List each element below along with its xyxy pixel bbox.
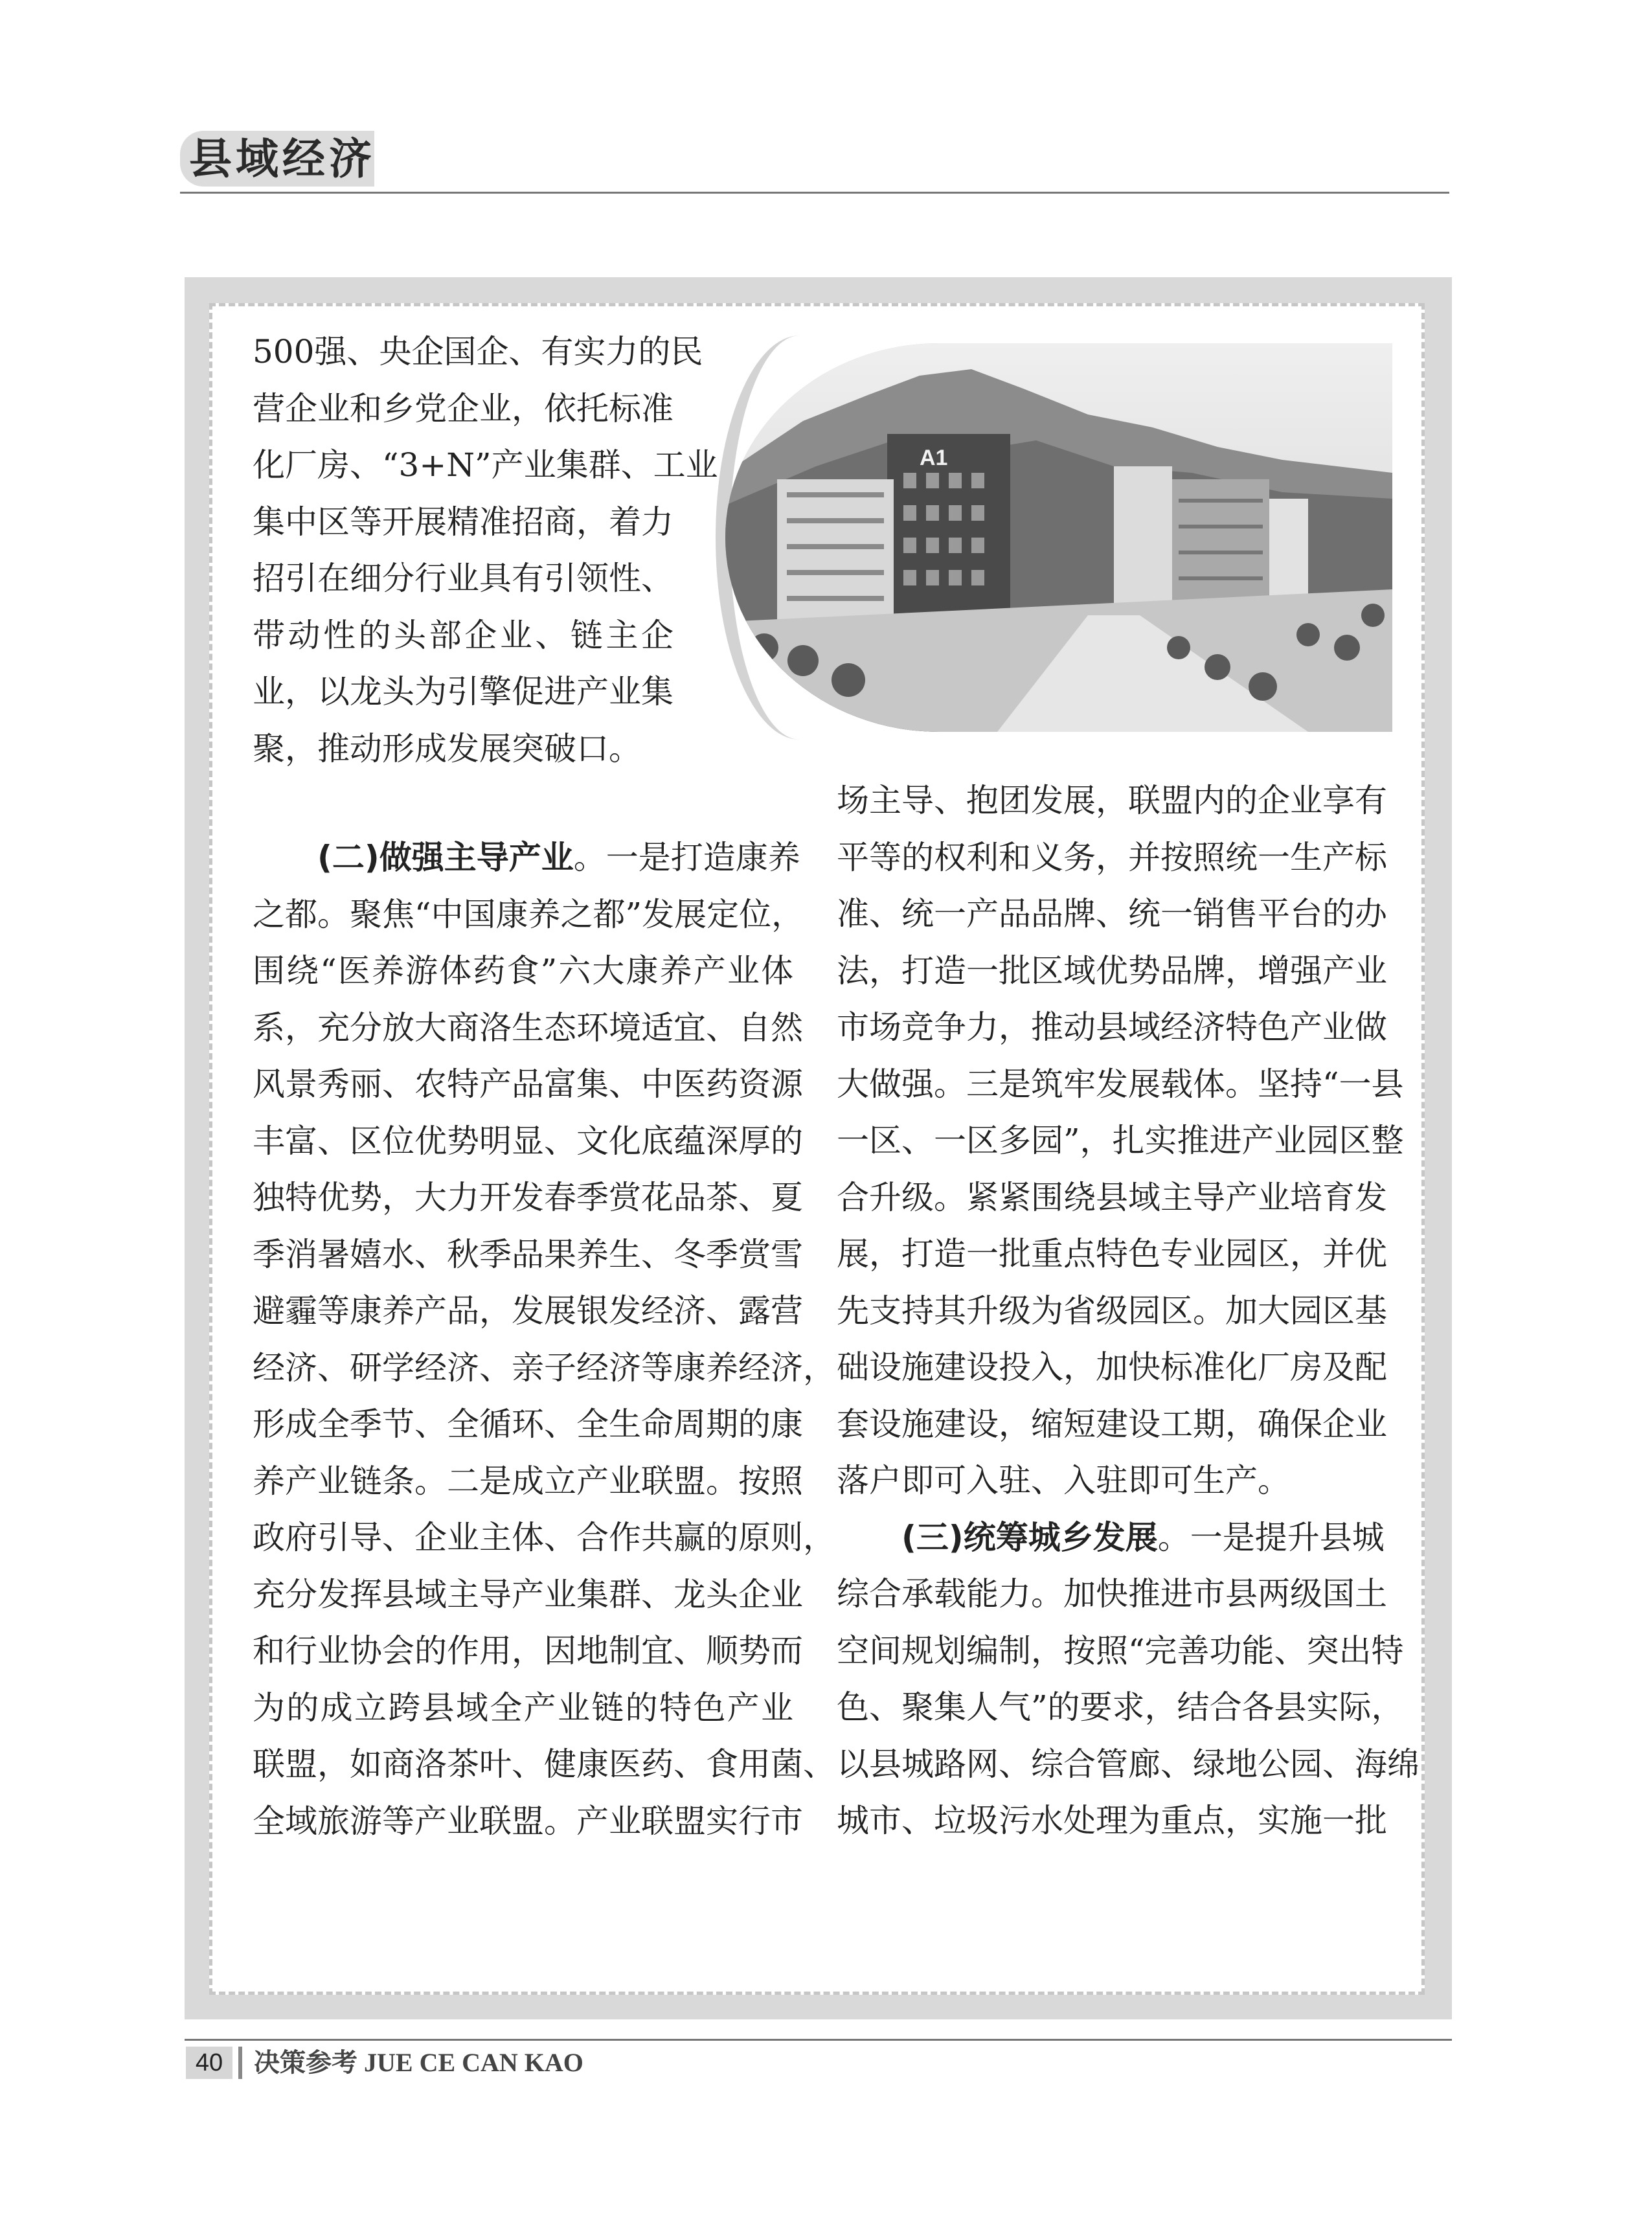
footer-separator [238,2047,242,2079]
section-heading-2-rest: 。一是打造康养 [573,839,800,876]
text-line: 空间规划编制，按照“完善功能、突出特 [837,1631,1404,1670]
text-line: 大做强。三是筑牢发展载体。坚持“一县 [837,1065,1404,1103]
journal-name: 决策参考 JUE CE CAN KAO [254,2048,583,2077]
building-label: A1 [920,446,948,470]
section-heading-2: (二)做强主导产业 [317,839,574,876]
text-line: 带动性的头部企业、链主企 [253,616,673,654]
text-line: 充分发挥县域主导产业集群、龙头企业 [253,1575,803,1613]
text-line: 场主导、抱团发展，联盟内的企业享有 [837,782,1387,819]
text-line: 业，以龙头为引擎促进产业集 [253,673,673,710]
text-line: 500强、央企国企、有实力的民 [253,333,703,370]
text-line: 风景秀丽、农特产品富集、中医药资源 [253,1065,803,1103]
article-column-left [253,830,835,1850]
text-line: 综合承载能力。加快推进市县两级国土 [837,1575,1387,1613]
industrial-park-photo [725,343,1392,732]
text-line: 础设施建设投入，加快标准化厂房及配 [837,1348,1387,1386]
text-line: 养产业链条。二是成立产业联盟。按照 [253,1462,803,1500]
text-line: 一区、一区多园”，扎实推进产业园区整 [837,1122,1404,1159]
text-line: 联盟，如商洛茶叶、健康医药、食用菌、 [253,1745,835,1783]
text-line: 围绕“医养游体药食”六大康养产业体 [253,952,793,990]
text-line: 以县城路网、综合管廊、绿地公园、海绵 [837,1745,1420,1783]
text-line: 套设施建设，缩短建设工期，确保企业 [837,1405,1387,1443]
text-line: 形成全季节、全循环、全生命周期的康 [253,1405,803,1443]
section-heading-line [837,1510,1383,1567]
article-column-top [253,324,718,777]
section-heading-line [253,830,800,887]
text-line: 落户即可入驻、入驻即可生产。 [837,1462,1290,1499]
section-heading-3: (三)统筹城乡发展 [901,1518,1158,1556]
text-line: 市场竞争力，推动县域经济特色产业做 [837,1008,1387,1046]
text-line: 和行业协会的作用，因地制宜、顺势而 [253,1632,803,1670]
text-line: 城市、垃圾污水处理为重点，实施一批 [837,1802,1387,1839]
section-heading-3-rest: 。一是提升县城 [1157,1518,1385,1556]
text-line: 招引在细分行业具有引领性、 [253,560,673,597]
text-line: 政府引导、企业主体、合作共赢的原则， [253,1519,835,1556]
text-line: 聚，推动形成发展突破口。 [253,729,641,767]
text-line: 丰富、区位优势明显、文化底蕴深厚的 [253,1122,803,1160]
text-line: 经济、研学经济、亲子经济等康养经济， [253,1348,835,1387]
footer-rule [185,2039,1452,2041]
article-column-right [837,773,1420,1850]
text-line: 系，充分放大商洛生态环境适宜、自然 [253,1008,803,1047]
text-line: 法，打造一批区域优势品牌，增强产业 [837,951,1387,990]
text-line: 展，打造一批重点特色专业园区，并优 [837,1235,1387,1273]
text-line: 之都。聚焦“中国康养之都”发展定位， [253,895,804,933]
text-line: 为的成立跨县域全产业链的特色产业 [253,1688,793,1727]
text-line: 营企业和乡党企业，依托标准 [253,389,673,427]
text-line: 色、聚集人气”的要求，结合各县实际， [837,1688,1404,1726]
text-line: 避霾等康养产品，发展银发经济、露营 [253,1292,803,1330]
text-line: 平等的权利和义务，并按照统一生产标 [837,838,1387,876]
industrial-park-illustration [725,343,1392,732]
page-number: 40 [186,2047,232,2079]
text-line: 准、统一产品品牌、统一销售平台的办 [837,895,1387,933]
header-rule [180,192,1449,194]
text-line: 季消暑嬉水、秋季品果养生、冬季赏雪 [253,1235,803,1273]
text-line: 独特优势，大力开发春季赏花品茶、夏 [253,1179,803,1216]
text-line: 集中区等开展精准招商，着力 [253,503,673,541]
text-line: 全域旅游等产业联盟。产业联盟实行市 [253,1802,803,1840]
text-line: 合升级。紧紧围绕县域主导产业培育发 [837,1178,1387,1216]
text-line: 化厂房、“3+N”产业集群、工业 [253,446,718,484]
text-line: 先支持其升级为省级园区。加大园区基 [837,1291,1387,1330]
section-title: 县域经济 [189,134,376,184]
